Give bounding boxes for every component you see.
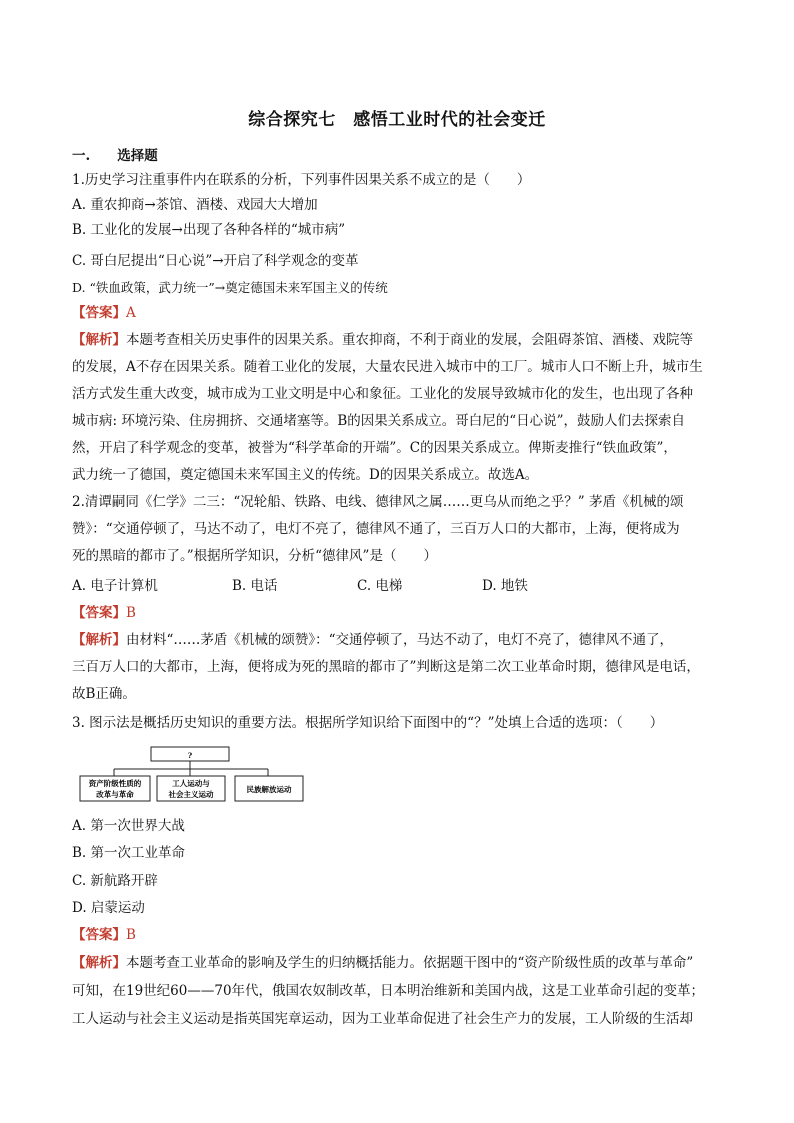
diagram-box-2-label-2: 社会主义运动 [168,790,214,799]
q1-analysis-line-4: 城市病: 环境污染、住房拥挤、交通堵塞等。B的因果关系成立。哥白尼的“日心说”，鼓励人们去探索自 [72,413,686,429]
analysis-label: 【解析】 [72,332,126,348]
q1-analysis-line-6: 武力统一了德国，奠定德国未来军国主义的传统。D的因果关系成立。故选A。 [72,467,539,483]
q3-diagram [78,745,308,807]
answer-value: A [126,305,136,321]
diagram-box-2-label-1: 工人运动与 [172,779,210,788]
q1-option-c: C. 哥白尼提出“日心说”→开启了科学观念的变革 [72,253,359,269]
diagram-box-1-label-2: 改革与革命 [96,790,134,799]
answer-label: 【答案】 [72,605,126,621]
q1-answer [72,303,732,323]
q3-option-c: C. 新航路开辟 [72,873,158,889]
q1-option-d: D. “铁血政策，武力统一”→奠定德国未来军国主义的传统 [72,280,388,295]
answer-value: B [126,927,136,943]
diagram-box-3-label: 民族解放运动 [246,785,292,794]
page-title: 综合探究七 感悟工业时代的社会变迁 [248,110,546,130]
q1-analysis-line-1: 【解析】本题考查相关历史事件的因果关系。重农抑商，不利于商业的发展，会阻碍茶馆、酒楼、戏院等 [72,332,693,348]
q1-analysis-line-2: 的发展，A不存在因果关系。随着工业化的发展，大量农民进入城市中的工厂。城市人口不断上升，城市生 [72,359,703,375]
answer-label: 【答案】 [72,927,126,943]
answer-label: 【答案】 [72,305,126,321]
q2-analysis-line-2: 三百万人口的大都市，上海，便将成为死的黑暗的都市了”判断这是第二次工业革命时期，德律风是电话， [72,659,700,675]
q2-answer [72,603,732,623]
q2-options [72,576,732,596]
diagram-top-label: ? [187,751,193,760]
q3-analysis-line-3: 工人运动与社会主义运动是指英国宪章运动，因为工业革命促进了社会生产力的发展，工人阶级的生活却 [72,1011,693,1027]
q3-analysis-line-1: 【解析】本题考查工业革命的影响及学生的归纳概括能力。依据题干图中的“资产阶级性质的改革与革命” [72,955,694,971]
q2-option-c: C. 电梯 [357,578,403,594]
q2-option-b: B. 电话 [232,578,278,594]
answer-value: B [126,605,136,621]
q3-option-a: A. 第一次世界大战 [72,818,185,834]
q3-option-b: B. 第一次工业革命 [72,845,186,861]
q2-analysis-line-1: 【解析】由材料“……茅盾《机械的颂赞》：“交通停顿了，马达不动了，电灯不亮了，德律风不通了， [72,632,674,648]
q2-analysis-line-3: 故B正确。 [72,686,136,702]
q3-stem: 3. 图示法是概括历史知识的重要方法。根据所学知识给下面图中的“？”处填上合适的选项：（ ） [72,715,664,731]
q2-stem-line-3: 死的黑暗的都市了。”根据所学知识，分析“德律风”是（ ） [72,548,437,564]
q2-option-a: A. 电子计算机 [72,578,158,594]
q1-analysis-line-5: 然，开启了科学观念的变革，被誉为“科学革命的开端”。C的因果关系成立。俾斯麦推行“铁血政策”， [72,440,677,456]
q2-stem-line-1: 2.清谭嗣同《仁学》二三：“况轮船、铁路、电线、德律风之属……更乌从而绝之乎？” 茅盾《机械的颂 [72,494,684,510]
section-heading: 一. 选择题 [72,148,158,164]
analysis-label: 【解析】 [72,632,126,648]
q3-analysis-line-2: 可知，在19世纪60——70年代，俄国农奴制改革，日本明治维新和美国内战，这是工业革命引起的变革； [72,983,705,999]
q1-stem: 1.历史学习注重事件内在联系的分析，下列事件因果关系不成立的是（ ） [72,172,531,188]
analysis-label: 【解析】 [72,955,126,971]
q3-answer [72,925,732,945]
q2-option-d: D. 地铁 [482,578,528,594]
q2-stem-line-2: 赞》：“交通停顿了，马达不动了，电灯不亮了，德律风不通了，三百万人口的大都市，上海，便将成为 [72,521,680,537]
diagram-box-1-label-1: 资产阶级性质的 [88,779,142,788]
q1-option-a: A. 重农抑商→茶馆、酒楼、戏园大大增加 [72,197,318,213]
q3-option-d: D. 启蒙运动 [72,900,145,916]
q1-analysis-line-3: 活方式发生重大改变，城市成为工业文明是中心和象征。工业化的发展导致城市化的发生，也出现了各种 [72,386,693,402]
q1-option-b: B. 工业化的发展→出现了各种各样的“城市病” [72,222,346,238]
